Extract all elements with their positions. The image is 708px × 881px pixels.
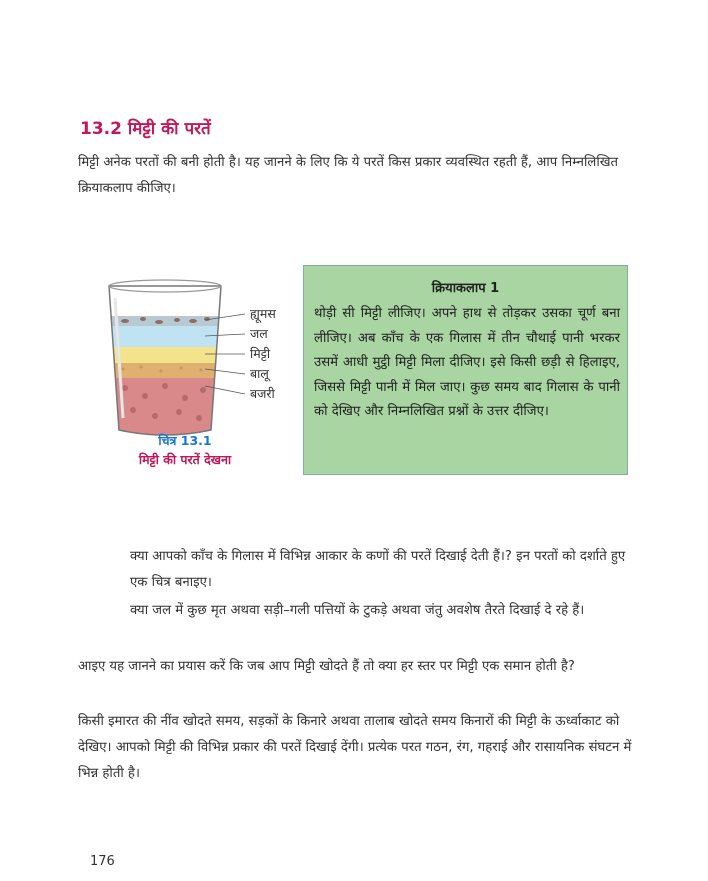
figure-caption: मिट्टी की परतें देखना (138, 452, 232, 467)
label-sand: बालू (250, 366, 269, 381)
label-water: जल (250, 326, 268, 341)
figure-number: चित्र 13.1 (158, 433, 212, 448)
page-number: 176 (90, 854, 115, 869)
activity-title: क्रियाकलाप 1 (431, 281, 500, 296)
paragraph-dig-question: आइए यह जानने का प्रयास करें कि जब आप मिट्टी खोदते हैं तो क्या हर स्तर पर मिट्टी एक समान होती है? (78, 659, 575, 674)
section-title: 13.2 मिट्टी की परतें (80, 119, 211, 139)
question-1: क्या आपको काँच के गिलास में विभिन्न आकार के कणों की परतें दिखाई देती हैं।? इन परतों को दर्शाते हुए एक चित्र बनाइए। (130, 549, 626, 590)
intro-paragraph: मिट्टी अनेक परतों की बनी होती है। यह जानने के लिए कि ये परतें किस प्रकार व्यवस्थित रहती हैं, आप निम्नलिखित क्रियाकलाप कीजिए। (78, 155, 619, 196)
activity-box (303, 265, 628, 475)
question-2: क्या जल में कुछ मृत अथवा सड़ी–गली पत्तियों के टुकड़े अथवा जंतु अवशेष तैरते दिखाई दे रहे हैं। (130, 603, 585, 618)
label-humus: ह्यूमस (250, 306, 276, 321)
label-clay: मिट्टी (250, 346, 271, 361)
paragraph-soil-profile: किसी इमारत की नींव खोदते समय, सड़कों के किनारे अथवा तालाब खोदते समय किनारों की मिट्टी के ऊर्ध्वाकाट को देखिए। आपको मिट्टी की विभिन्न प्रकार की परतें दिखाई देंगी। प्रत्येक परत गठन, रंग, गहराई और रासायनिक संघटन में भिन्न होती है। (78, 714, 632, 781)
activity-text: थोड़ी सी मिट्टी लीजिए। अपने हाथ से तोड़कर उसका चूर्ण बना लीजिए। अब काँच के एक गिलास में तीन चौथाई पानी भरकर उसमें आधी मुट्ठी मिट्टी मिला दीजिए। इसे किसी छड़ी से हिलाइए, जिससे मिट्टी पानी में मिल जाए। कुछ समय बाद गिलास के पानी को देखिए और निम्नलिखित प्रश्नों के उत्तर दीजिए। (314, 306, 620, 419)
label-gravel: बजरी (250, 386, 275, 401)
clay-layer (95, 346, 235, 363)
